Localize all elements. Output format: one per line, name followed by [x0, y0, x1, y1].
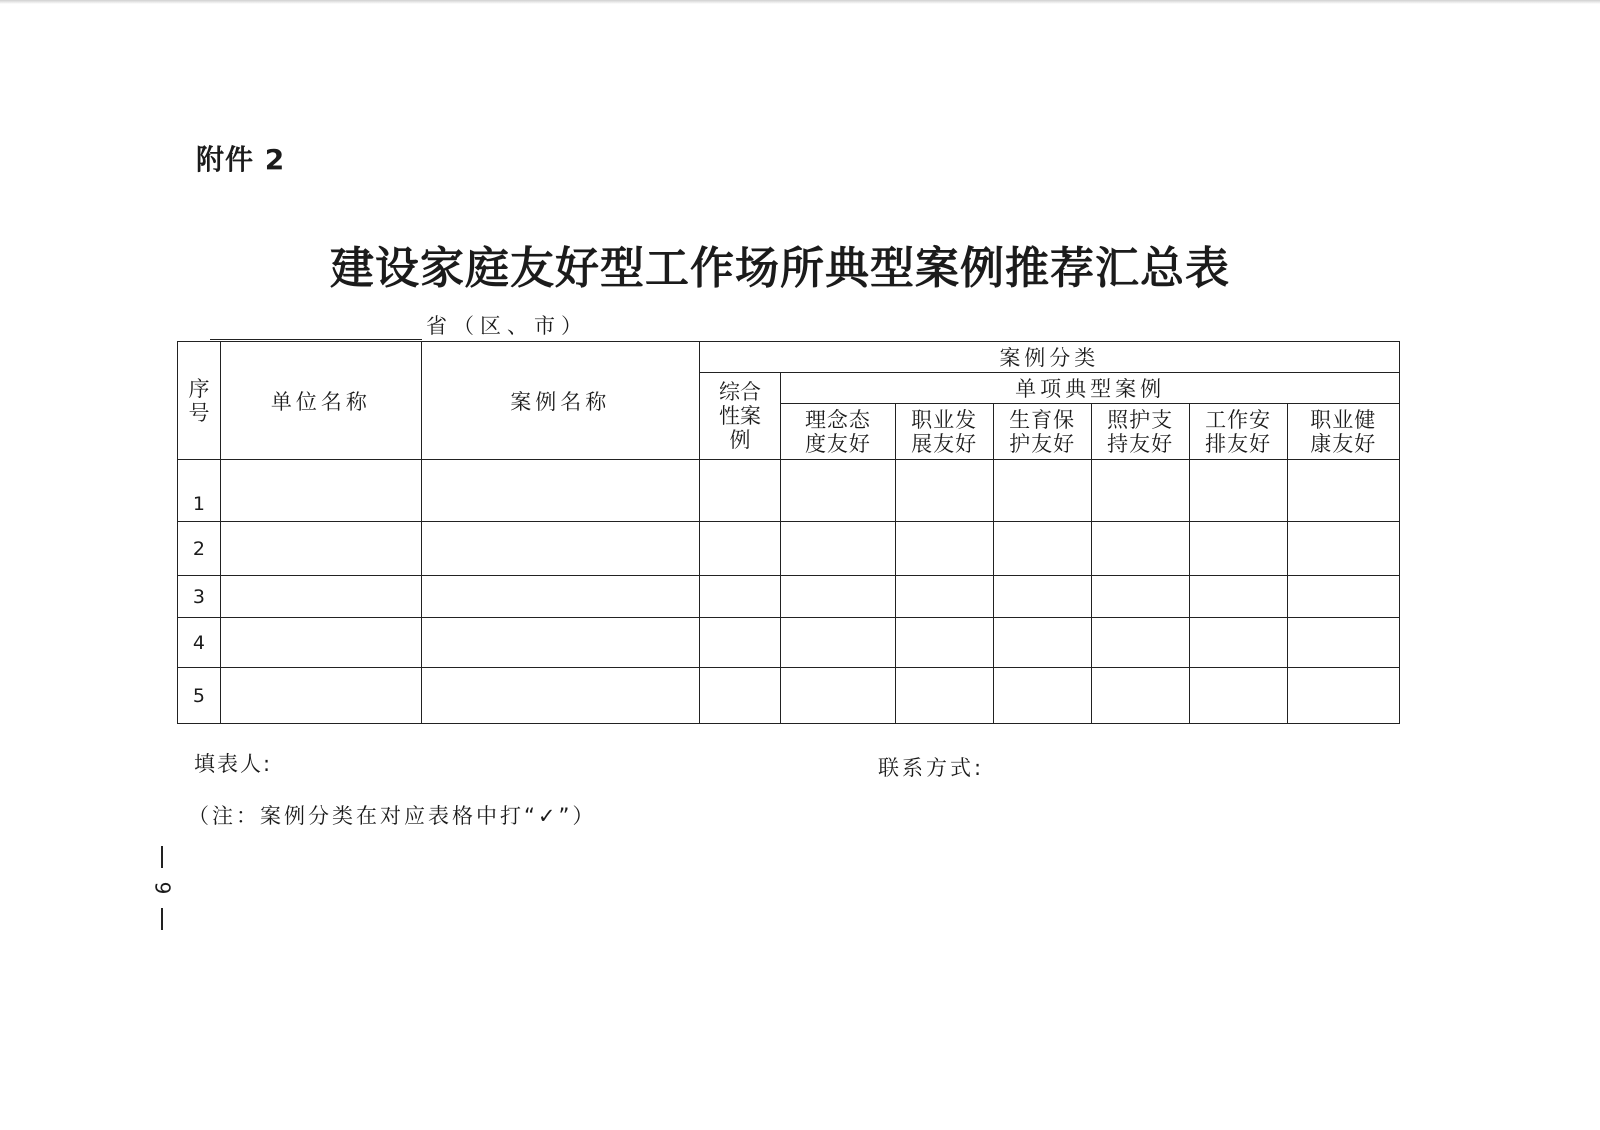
table-cell: [781, 522, 895, 576]
table-cell: [781, 576, 895, 618]
row-number: 1: [178, 460, 221, 522]
filler-label: 填表人:: [194, 752, 273, 776]
comprehensive-header-text: 综合性案例: [718, 380, 761, 452]
table-cell: [895, 576, 993, 618]
sub-category-header: [993, 404, 1091, 460]
table-cell: [220, 576, 421, 618]
table-cell: [699, 576, 781, 618]
table-cell: [781, 618, 895, 668]
table-cell: [993, 522, 1091, 576]
table-cell: [781, 668, 895, 724]
table-cell: [1287, 522, 1399, 576]
table-cell: [895, 460, 993, 522]
table-cell: [993, 618, 1091, 668]
table-cell: [220, 522, 421, 576]
table-cell: [421, 668, 699, 724]
scan-edge: [0, 0, 1600, 4]
sub-category-text: 职业健康友好: [1310, 407, 1377, 456]
table-row: [178, 460, 1400, 522]
comprehensive-header: [699, 373, 781, 460]
single-item-header: 单项典型案例: [781, 373, 1400, 404]
table-cell: [1189, 668, 1287, 724]
table-cell: [993, 576, 1091, 618]
row-number: 2: [178, 522, 221, 576]
province-line: [210, 310, 588, 340]
sub-category-header: [781, 404, 895, 460]
table-cell: [1189, 522, 1287, 576]
table-cell: [421, 522, 699, 576]
table-cell: [699, 522, 781, 576]
table-cell: [1189, 618, 1287, 668]
attachment-label: 附件 2: [196, 143, 286, 176]
table-cell: [699, 460, 781, 522]
table-cell: [699, 618, 781, 668]
sub-category-header: [1091, 404, 1189, 460]
sub-category-header: [895, 404, 993, 460]
sub-category-text: 理念态度友好: [804, 407, 871, 456]
row-number: 4: [178, 618, 221, 668]
table-cell: [895, 668, 993, 724]
sub-category-text: 生育保护友好: [1009, 407, 1076, 456]
page-dash-top: [161, 846, 163, 868]
sub-category-text: 工作安排友好: [1205, 407, 1272, 456]
case-name-header: 案例名称: [421, 342, 699, 460]
table-cell: [781, 460, 895, 522]
table-cell: [1287, 576, 1399, 618]
table-cell: [220, 618, 421, 668]
table-row: [178, 618, 1400, 668]
sub-category-text: 照护支持友好: [1107, 407, 1174, 456]
table-row: [178, 522, 1400, 576]
table-cell: [421, 460, 699, 522]
page-number: [150, 846, 174, 930]
table-cell: [993, 668, 1091, 724]
table-cell: [220, 668, 421, 724]
table-cell: [699, 668, 781, 724]
table-cell: [1091, 576, 1189, 618]
table-cell: [1189, 460, 1287, 522]
seq-header: [178, 342, 221, 460]
category-header: 案例分类: [699, 342, 1399, 373]
table-cell: [1287, 618, 1399, 668]
seq-header-text: 序号: [188, 376, 210, 425]
table-cell: [1091, 522, 1189, 576]
table-cell: [220, 460, 421, 522]
table-cell: [1287, 668, 1399, 724]
table-row: [178, 668, 1400, 724]
table-row: [178, 576, 1400, 618]
row-number: 3: [178, 576, 221, 618]
table-cell: [421, 618, 699, 668]
summary-table: [177, 341, 1400, 724]
unit-name-header: 单位名称: [220, 342, 421, 460]
table-cell: [421, 576, 699, 618]
contact-label: 联系方式:: [878, 756, 985, 780]
page-dash-bottom: [161, 908, 163, 930]
document-title: 建设家庭友好型工作场所典型案例推荐汇总表: [330, 243, 1230, 294]
table-cell: [1189, 576, 1287, 618]
table-cell: [1091, 668, 1189, 724]
table-cell: [895, 618, 993, 668]
province-label: 省（区、市）: [426, 314, 588, 338]
table-cell: [1091, 460, 1189, 522]
page-number-text: 9: [149, 881, 174, 895]
row-number: 5: [178, 668, 221, 724]
sub-category-header: [1189, 404, 1287, 460]
sub-category-text: 职业发展友好: [911, 407, 978, 456]
table-cell: [1287, 460, 1399, 522]
sub-category-header: [1287, 404, 1399, 460]
footnote: （注：案例分类在对应表格中打“✓”）: [188, 804, 597, 828]
table-cell: [993, 460, 1091, 522]
province-blank: [210, 317, 422, 340]
table-cell: [1091, 618, 1189, 668]
table-cell: [895, 522, 993, 576]
